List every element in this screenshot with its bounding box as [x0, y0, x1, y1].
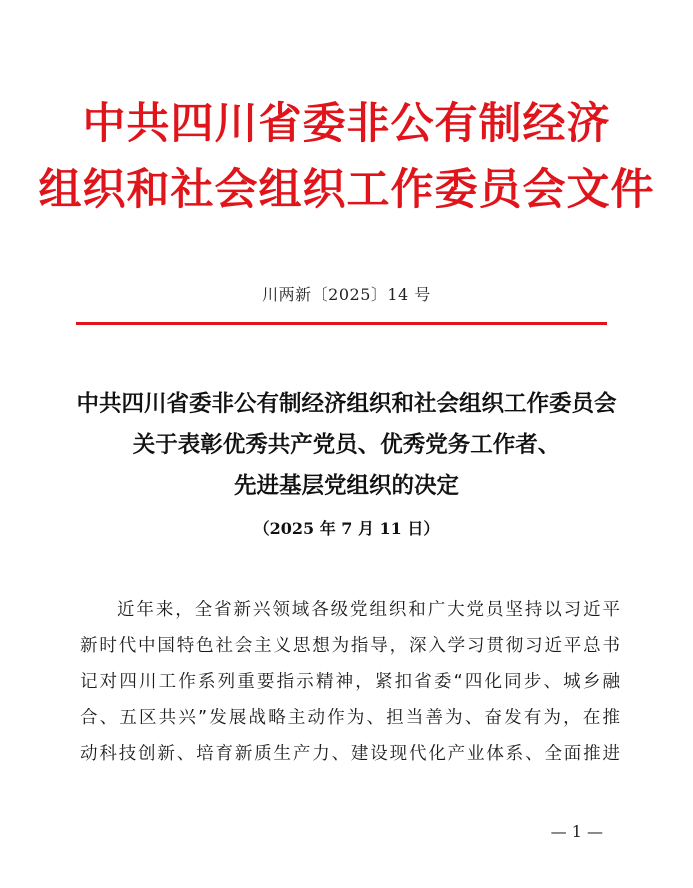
body-paragraph-line: 近年来，全省新兴领域各级党组织和广大党员坚持以习近平	[117, 600, 620, 620]
title-line-3: 先进基层党组织的决定	[233, 473, 459, 499]
body-paragraph-line: 新时代中国特色社会主义思想为指导，深入学习贯彻习近平总书	[80, 636, 620, 656]
red-divider-line	[76, 322, 607, 325]
document-header-line-1: 中共四川省委非公有制经济	[82, 99, 611, 149]
title-line-1: 中共四川省委非公有制经济组织和社会组织工作委员会	[76, 391, 617, 417]
title-line-2: 关于表彰优秀共产党员、优秀党务工作者、	[132, 432, 561, 458]
body-paragraph-line: 动科技创新、培育新质生产力、建设现代化产业体系、全面推进	[80, 744, 620, 764]
body-paragraph-line: 合、五区共兴”发展战略主动作为、担当善为、奋发有为，在推	[80, 708, 620, 728]
document-number: 川两新〔2025〕14 号	[262, 285, 431, 304]
document-header-line-2: 组织和社会组织工作委员会文件	[38, 165, 655, 215]
page-number: — 1 —	[550, 822, 603, 841]
document-date: （2025 年 7 月 11 日）	[253, 519, 440, 538]
body-paragraph-line: 记对四川工作系列重要指示精神，紧扣省委“四化同步、城乡融	[80, 672, 620, 692]
